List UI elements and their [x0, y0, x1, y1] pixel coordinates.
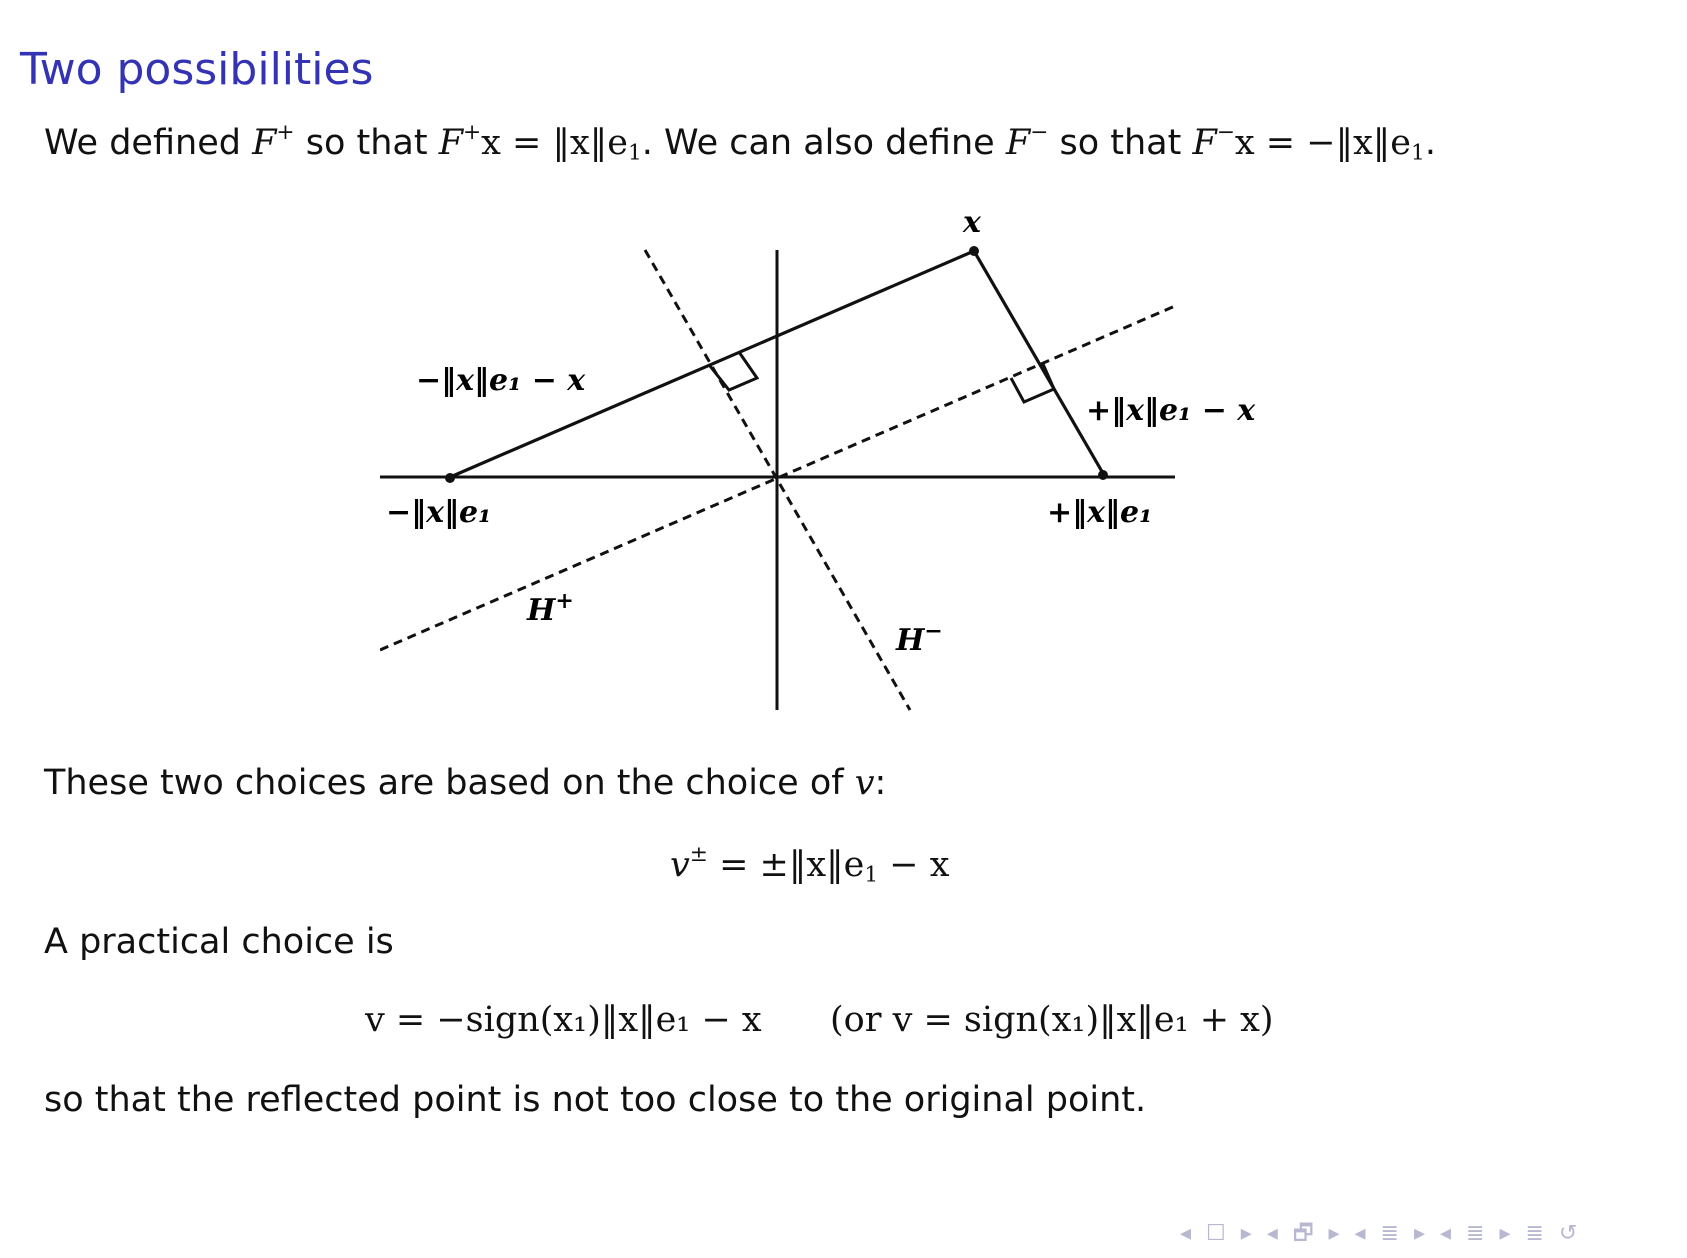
- slide-title: Two possibilities: [20, 44, 374, 95]
- math-F-plus: F: [252, 123, 277, 164]
- label-neg-diff: −‖x‖e₁ − x: [416, 363, 586, 398]
- right-angle-marker-2: [1011, 364, 1054, 402]
- intro-line: We defined F+ so that $F^+x = ‖x‖e_1$. We can also define F− so that $F^-x = -‖x‖e_1$.: [44, 120, 1436, 166]
- math-eq2: x = −‖x‖e: [1234, 123, 1412, 164]
- beamer-navigation-bar[interactable]: ◂ ☐ ▸ ◂ 🗗 ▸ ◂ ≣ ▸ ◂ ≣ ▸ ≣ ↺: [1180, 1221, 1582, 1246]
- practical-line: A practical choice is: [44, 922, 394, 962]
- equation-practical: v = −sign(x₁)‖x‖e₁ − x: [365, 1000, 762, 1040]
- point-neg: [445, 473, 455, 483]
- label-h-plus: H+: [527, 588, 574, 628]
- point-x: [969, 246, 979, 256]
- math-eq1: x = ‖x‖e: [481, 123, 628, 164]
- equation-practical-alt: (or v = sign(x₁)‖x‖e₁ + x): [830, 1000, 1274, 1040]
- label-pos-point: +‖x‖e₁: [1047, 495, 1153, 530]
- intro-text-2: so that: [305, 123, 428, 164]
- point-pos: [1098, 470, 1108, 480]
- equation-v-pm: $v^\pm = \pm‖x‖e_1 - x$: [670, 842, 950, 888]
- right-angle-marker-1: [710, 352, 757, 390]
- label-pos-diff: +‖x‖e₁ − x: [1086, 393, 1256, 428]
- label-neg-point: −‖x‖e₁: [386, 495, 492, 530]
- householder-figure: [380, 205, 1300, 725]
- segment-x-to-pos: [974, 251, 1104, 475]
- choices-line: These two choices are based on the choice of v:: [44, 763, 887, 803]
- choices-text: These two choices are based on the choice of: [44, 763, 844, 803]
- label-x: x: [963, 205, 981, 240]
- math-F-minus: F: [1005, 123, 1031, 164]
- intro-text-3: . We can also define: [641, 123, 995, 164]
- conclusion-line: so that the reflected point is not too close to the original point.: [44, 1080, 1147, 1120]
- math-v: v: [854, 763, 875, 803]
- label-h-minus: H−: [896, 618, 943, 658]
- intro-text-1: We defined: [44, 123, 241, 164]
